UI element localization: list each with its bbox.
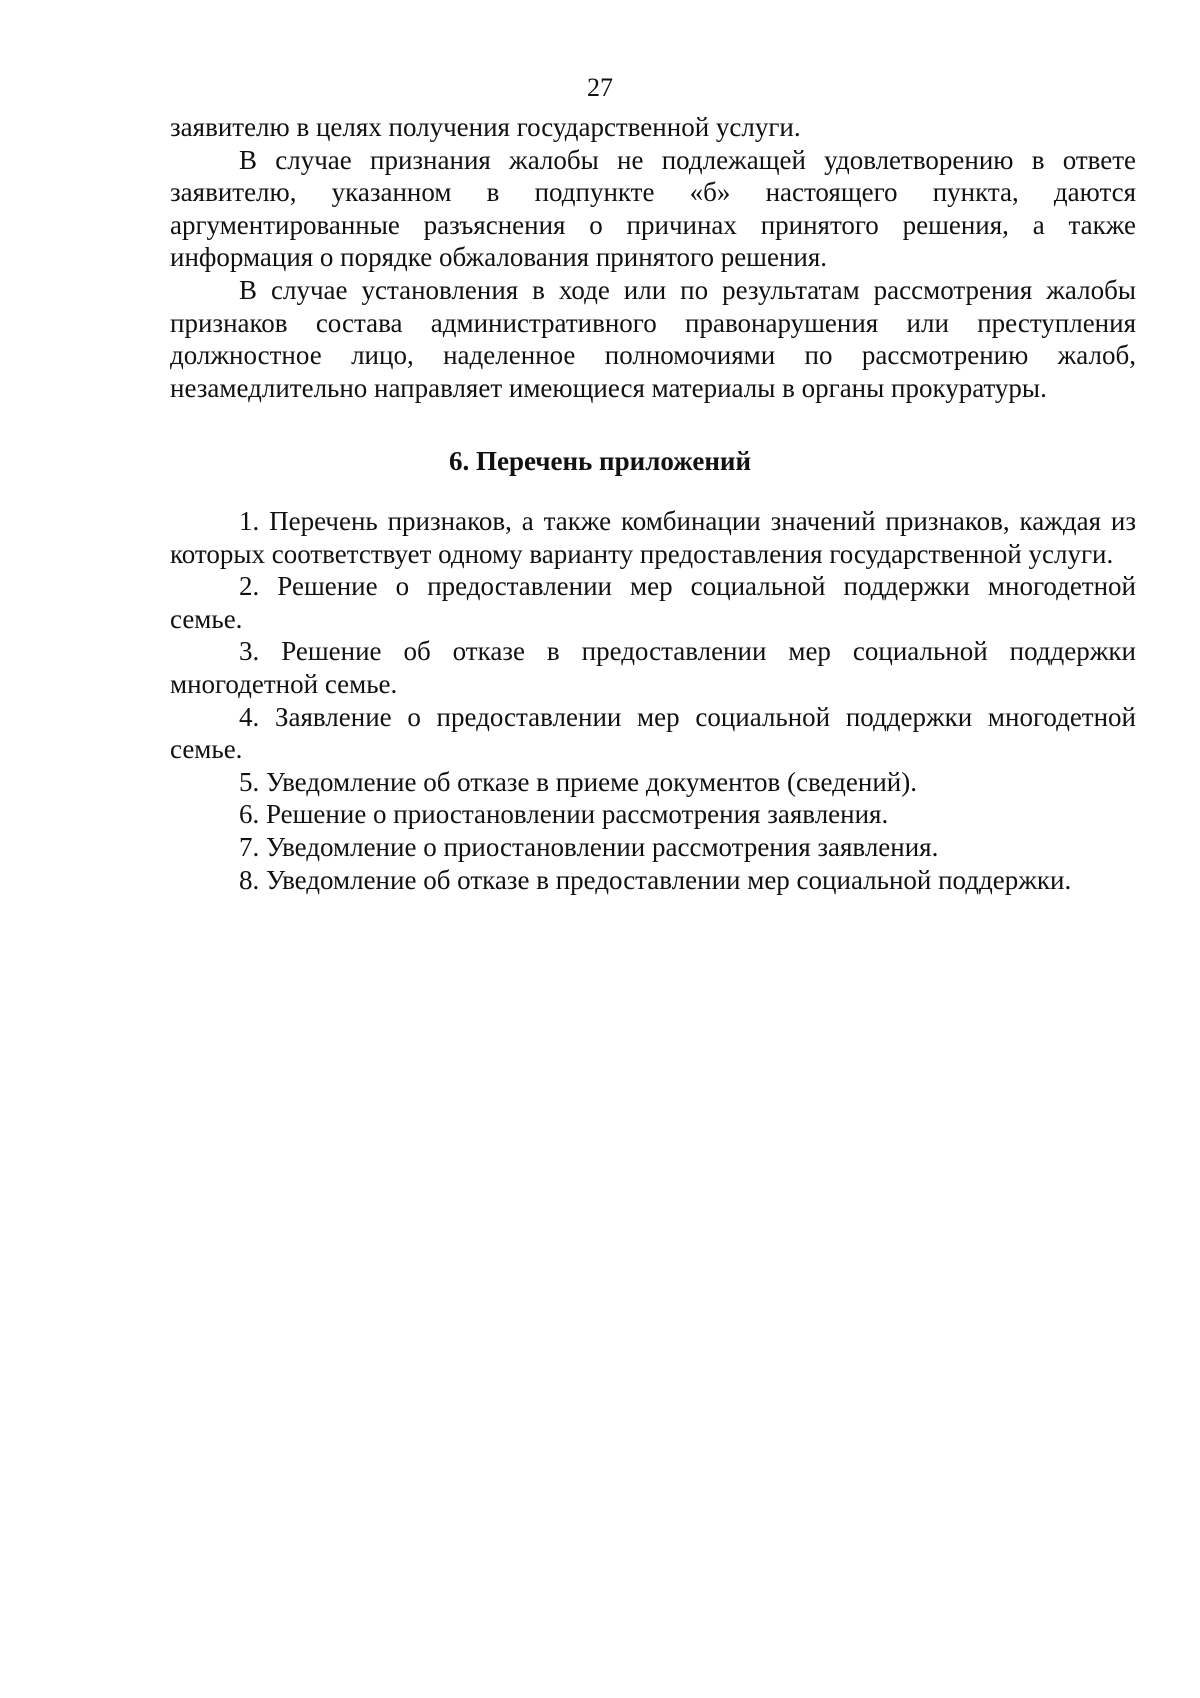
appendix-list xyxy=(170,505,1136,896)
body-text xyxy=(170,111,1136,404)
paragraph-violation-referral: В случае установления в ходе или по результатам рассмотрения жалобы признаков состава административного правонарушения или преступления должностное лицо, наделенное полномочиями по рассмотрению жалоб, незамедлительно направляет имеющиеся материалы в органы прокуратуры. xyxy=(170,274,1136,403)
appendix-item: 7. Уведомление о приостановлении рассмотрения заявления. xyxy=(239,831,939,862)
paragraph-continuation: заявителю в целях получения государственной услуги. xyxy=(170,112,801,142)
page-number: 27 xyxy=(587,73,613,102)
appendix-item: 3. Решение об отказе в предоставлении мер социальной поддержки многодетной семье. xyxy=(170,636,1136,699)
section-title: 6. Перечень приложений xyxy=(448,446,752,476)
paragraph-complaint-rejection: В случае признания жалобы не подлежащей удовлетворению в ответе заявителю, указанном в подпункте «б» настоящего пункта, даются аргументированные разъяснения о причинах принятого решения, а также информация о порядке обжалования принятого решения. xyxy=(170,144,1136,273)
appendix-item: 8. Уведомление об отказе в предоставлении мер социальной поддержки. xyxy=(239,864,1072,895)
appendix-item: 2. Решение о предоставлении мер социальной поддержки многодетной семье. xyxy=(170,571,1136,634)
appendix-item: 5. Уведомление об отказе в приеме документов (сведений). xyxy=(239,766,917,797)
appendix-item: 1. Перечень признаков, а также комбинации значений признаков, каждая из которых соответствует одному варианту предоставления государственной услуги. xyxy=(170,506,1136,569)
appendix-item: 6. Решение о приостановлении рассмотрения заявления. xyxy=(239,799,889,830)
appendix-item: 4. Заявление о предоставлении мер социальной поддержки многодетной семье. xyxy=(170,701,1136,765)
